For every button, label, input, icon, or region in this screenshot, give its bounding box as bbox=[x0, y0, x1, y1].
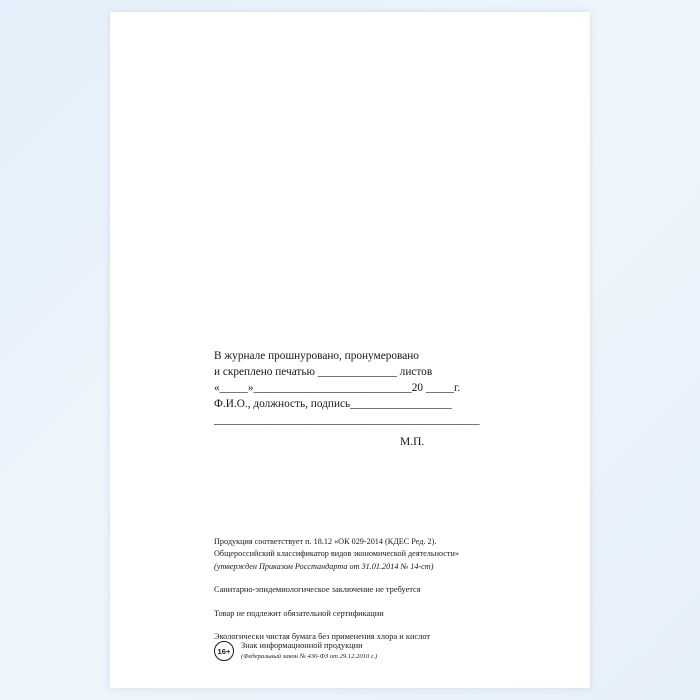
age-rating-title: Знак информационной продукции bbox=[241, 641, 363, 650]
page-content bbox=[110, 12, 590, 688]
legal-spacer-1 bbox=[214, 573, 554, 584]
paper-note: Экологически чистая бумага без применения хлора и кислот bbox=[214, 632, 431, 642]
product-classifier-line-1: Продукция соответствует п. 18.12 «ОК 029-2014 (КДЕС Ред. 2). bbox=[214, 537, 437, 546]
seal-mark: М.П. bbox=[400, 436, 425, 448]
legal-spacer-3 bbox=[214, 620, 554, 631]
certification-line-2: и скреплено печатью ______________ листов bbox=[214, 366, 433, 379]
legal-block bbox=[214, 536, 554, 644]
certification-note: Товар не подлежит обязательной сертификации bbox=[214, 608, 384, 618]
certification-date-line: «_____»____________________________20 _____г. bbox=[214, 382, 461, 395]
product-classifier-line-3: (утвержден Приказом Росстандарта от 31.01.2014 № 14-ст) bbox=[214, 561, 434, 571]
age-rating-badge-icon: 16+ bbox=[214, 641, 234, 661]
age-rating-text bbox=[241, 640, 377, 661]
age-rating-law: (Федеральный закон № 436-ФЗ от 29.12.2010 г.) bbox=[241, 652, 378, 660]
document-page bbox=[110, 12, 590, 688]
product-classifier-line-2: Общероссийский классификатор видов экономической деятельности» bbox=[214, 549, 459, 559]
certification-line-1: В журнале прошнуровано, пронумеровано bbox=[214, 350, 419, 362]
sanitary-note: Санитарно-эпидемиологическое заключение не требуется bbox=[214, 584, 421, 594]
certification-signature-line: Ф.И.О., должность, подпись__________________ bbox=[214, 398, 452, 411]
legal-spacer-2 bbox=[214, 597, 554, 608]
certification-block bbox=[214, 348, 544, 428]
certification-blank-rule: _______________________________________________ bbox=[214, 414, 480, 427]
age-rating-row bbox=[214, 640, 377, 661]
